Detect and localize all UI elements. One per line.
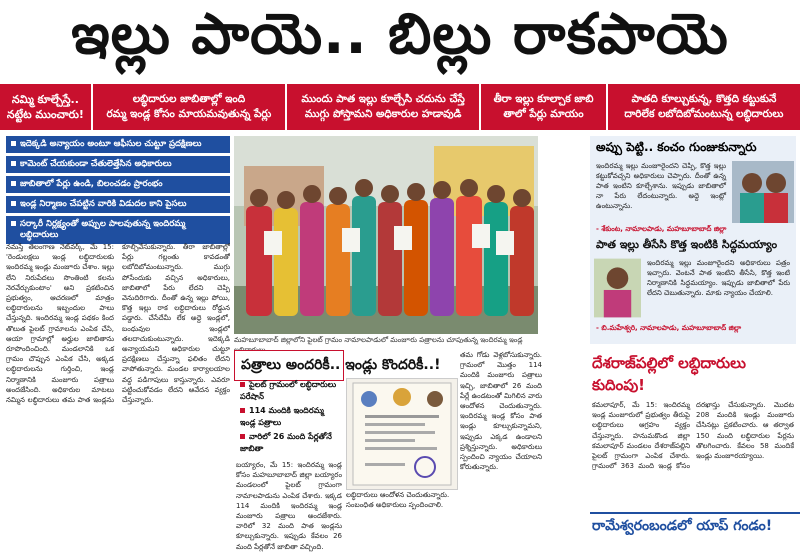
strip-line: దారిలేక లబోదిబోమంటున్న లబ్ధిదారులు (624, 108, 784, 120)
bullet-item: సర్కారీ నిర్లక్ష్యంతో అప్పుల పాలవుతున్న ఇందిరమ్మ లబ్ధిదారులు (6, 216, 230, 244)
bullet-item: జాబితాలో పేర్లు ఉండి, బిలంచడం ప్రారంభం (6, 176, 230, 193)
strip-item (481, 84, 608, 130)
quote-title: పాత ఇల్లు తీసేసి కొత్త ఇంటికి సిద్ధమయ్యాం (596, 238, 778, 251)
strip-line: నమ్మి కూల్చేస్తే.. (11, 93, 79, 106)
person-photo (732, 161, 794, 223)
bullet-square-icon (240, 434, 245, 439)
strip-line: తీరా ఇల్లు కూల్చాక జాబి (493, 93, 594, 105)
point-item (234, 404, 344, 430)
strip-line: ముగ్గు పోస్తామని అధికారుల హడావుడి (304, 108, 462, 120)
quote-byline: - బి.మహేశ్వరి, నామాలపాడు, మహబూబాబాద్‌ జిల్లా (596, 324, 742, 332)
point-item (234, 430, 344, 456)
news-photo (234, 136, 538, 334)
bullet-list (6, 136, 230, 247)
quote-box (590, 234, 796, 344)
bullet-square-icon (240, 382, 245, 387)
bullet-item: ఇండ్ల నిర్మాణం చేపట్టిన వారికి విడుదల కాని పైసలు (6, 196, 230, 213)
point-text: వారిలో 26 మంది పేర్లతోనే జాబితా (240, 432, 332, 453)
strip-item (0, 84, 93, 130)
sub-article-continued: లబ్ధిదారులు ఆందోళన చెందుతున్నారు. సంబంధిత అధికారులు స్పందించాలి. (346, 491, 450, 510)
person-photo (594, 258, 641, 318)
strip-line: రమ్మ ఇండ్ల కోసం మాయమవుతున్న పేర్లు (106, 108, 272, 120)
bullet-item: కామెంట్‌ చేయకుండా చేతులెత్తేసిన అధికారులు (6, 156, 230, 173)
strip-line: పాతది కూల్చుకున్న, కొత్తది కట్టుకునే (631, 93, 777, 105)
point-text: 114 మందికి ఇందిరమ్మ ఇండ్ల పత్రాలు (240, 406, 324, 427)
certificate-image (347, 379, 457, 489)
quote-byline: - శేకుంట, నామాలపాడు, మహబూబాబాద్‌ జిల్లా (596, 225, 727, 233)
summary-strip (0, 84, 800, 130)
strip-item (287, 84, 481, 130)
sub-article-title: పత్రాలు అందరికీ.. ఇండ్లు కొందరికీ..! (241, 357, 441, 373)
point-text: పైలట్‌ గ్రామంలో లబ్ధిదారులు పరేషాన్‌ (240, 380, 337, 401)
document-photo (346, 378, 458, 490)
strip-line: ముందు పాత ఇల్లు కూల్చేసి చదును చేస్తే (301, 93, 465, 105)
strip-line: నట్టేట ముంచారు! (6, 108, 84, 121)
strip-item (608, 84, 800, 130)
strip-item (93, 84, 287, 130)
sub-article-body: బయ్యారం, మే 15: ఇందిరమ్మ ఇండ్ల కోసం మహబూబాబాద్‌ జిల్లా బయ్యారం మండలంలో పైలట్‌ గ్రామంగా నామాలపాడును ఎంపిక చేశారు. ఇక్కడ 114 మందికి ఇందిరమ్మ ఇండ్ల మంజూరు పత్రాలు అందజేశారు. వారిలో 32 మంది పాత ఇండ్లను కూల్చుకున్నారు. ఇప్పుడు కేవలం 26 మంది పేర్లతోనే జాబితా వచ్చింది. (236, 461, 342, 551)
quote-body: ఇందిరమ్మ ఇల్లు మంజూరైందని అధికారులు పత్రం ఇచ్చారు. వెంటనే పాత ఇంటిని తీసేసి, కొత్త ఇంటి నిర్మాణానికి సిద్ధమయ్యాం. ఇప్పుడు జాబితాలో పేరు లేదని చెబుతున్నారు. మాకు న్యాయం చేయాలి. (647, 259, 790, 297)
article-body: నమస్తే తెలంగాణ నెట్‌వర్క్‌, మే 15: 'రెండులక్షలు ఇండ్ల లబ్ధిదారులకు ఇందిరమ్మ ఇండ్లు మంజూరు చేశాం. ఇల్లు లేని నిరుపేదలు సొంతింటి కలను నెరవేర్చుకుంటాం' అని ప్రకటించిన ప్రభుత్వం, ఆచరణలో మాత్రం లబ్ధిదారులను ఇబ్బందుల పాలు చేస్తున్నది. ఇందిరమ్మ ఇండ్ల పథకం కింద తొలుత పైలట్‌ గ్రామాలను ఎంపిక చేసి, ఆయా గ్రామాల్లో అర్హుల జాబితాను రూపొందించింది. మండలానికి ఒక గ్రామం చొప్పున ఎంపిక చేసి, అక్కడ లబ్ధిదారులను గుర్తించి, ఇండ్ల నిర్మాణానికి మంజూరు పత్రాలు అందజేసింది. అధికారుల మాటలు నమ్మిన లబ్ధిదారులు తమ పాత ఇండ్లను కూల్చివేసుకున్నారు. తీరా జాబితాల్లో పేర్లు గల్లంతు కావడంతో లబోదిబోమంటున్నారు. ముగ్గు పోసేందుకు వచ్చిన అధికారులు, జాబితాలో పేరు లేదని చెప్పి వెనుదిరిగారు. దీంతో ఉన్న ఇల్లు పోయి, కొత్త ఇల్లు రాక లబ్ధిదారులు రోడ్డున పడ్డారు. చేసేదేమీ లేక అద్దె ఇండ్లలో, బంధువుల ఇండ్లలో తలదాచుకుంటున్నారు. ఇదెక్కడి అన్యాయమని అధికారుల చుట్టూ ప్రదక్షిణలు చేస్తున్నా ఫలితం లేదని వాపోతున్నారు. మండల కార్యాలయాల వద్ద పడిగాపులు కాస్తున్నారు. ఎవరూ పట్టించుకోవడం లేదని ఆవేదన వ్యక్తం చేస్తున్నారు. (6, 243, 230, 405)
quote-title: అప్పు పెట్టి.. కంచం గుంజుకున్నారు (596, 140, 757, 154)
strip-line: తాలో పేర్లు మాయం (503, 108, 584, 120)
side-article-title: దేశరాజ్‌పల్లిలో లబ్ధిదారులు కుదింపు! (592, 354, 746, 394)
strip-line: లబ్ధిదారుల జాబితాల్లో ఇంది (132, 93, 246, 105)
point-item (234, 378, 344, 404)
sub-article-right-column: తమ గోడు వెళ్లబోసుకున్నారు. గ్రామంలో మొత్తం 114 మందికి మంజూరు పత్రాలు ఇచ్చి, జాబితాలో 26 మంది పేర్లే ఉండటంతో మిగిలిన వారు ఆందోళన చెందుతున్నారు. ఇందిరమ్మ ఇండ్ల కోసం పాత ఇండ్లు కూల్చుకున్నామని, ఇప్పుడు ఎక్కడ ఉండాలని ప్రశ్నిస్తున్నారు. అధికారులు స్పందించి న్యాయం చేయాలని కోరుతున్నారు. (460, 351, 542, 472)
group-photo-image (234, 136, 538, 334)
bullet-square-icon (240, 408, 245, 413)
photo-caption: మహబూబాబాద్‌ జిల్లాలోని పైలట్‌ గ్రామం నామాలపాడులో మంజూరు పత్రాలను చూపుతున్న ఇందిరమ్మ ఇండ్ల (234, 336, 523, 344)
sub-article-points (234, 378, 344, 556)
side-article-body: కమలాపూర్‌, మే 15: ఇందిరమ్మ ఇండ్ల మంజూరులో ప్రభుత్వం తీరుపై లబ్ధిదారులు ఆగ్రహం వ్యక్తం చేస్తున్నారు. హనుమకొండ జిల్లా కమలాపూర్‌ మండలం దేశరాజ్‌పల్లిని పైలట్‌ గ్రామంగా ఎంపిక చేశారు. గ్రామంలో 363 మంది ఇండ్ల కోసం దరఖాస్తు చేసుకున్నారు. మొదట 208 మందికి ఇండ్లు మంజూరు చేసినట్లు ప్రకటించారు. ఆ తర్వాత 150 మంది లబ్ధిదారుల పేర్లను తొలగించారు. కేవలం 58 మందికే ఇండ్లు మంజూరయ్యాయి. (592, 401, 794, 471)
quote-box (590, 136, 796, 236)
headline: ఇల్లు పాయె.. బిల్లు రాకపాయె (71, 1, 729, 67)
sub-article-gutter (546, 350, 586, 540)
bullet-item: ఇదెక్కడి అన్యాయం అంటూ ఆఫీసుల చుట్టూ ప్రదక్షిణలు (6, 136, 230, 153)
quote-body: ఇందిరమ్మ ఇల్లు మంజూరైందని చెప్పి, కొత్త ఇల్లు కట్టుకోవచ్చని అధికారులు చెప్పారు. దీంతో ఉన్న పాత ఇంటిని కూల్చేశాను. ఇప్పుడు జాబితాలో నా పేరు లేదంటున్నారు. అద్దె ఇంట్లో ఉంటున్నాను. (596, 162, 726, 210)
sub-article-header (234, 350, 441, 381)
next-article-title: రామేశ్వరంబండలో యాప్‌ గండం! (590, 512, 800, 541)
